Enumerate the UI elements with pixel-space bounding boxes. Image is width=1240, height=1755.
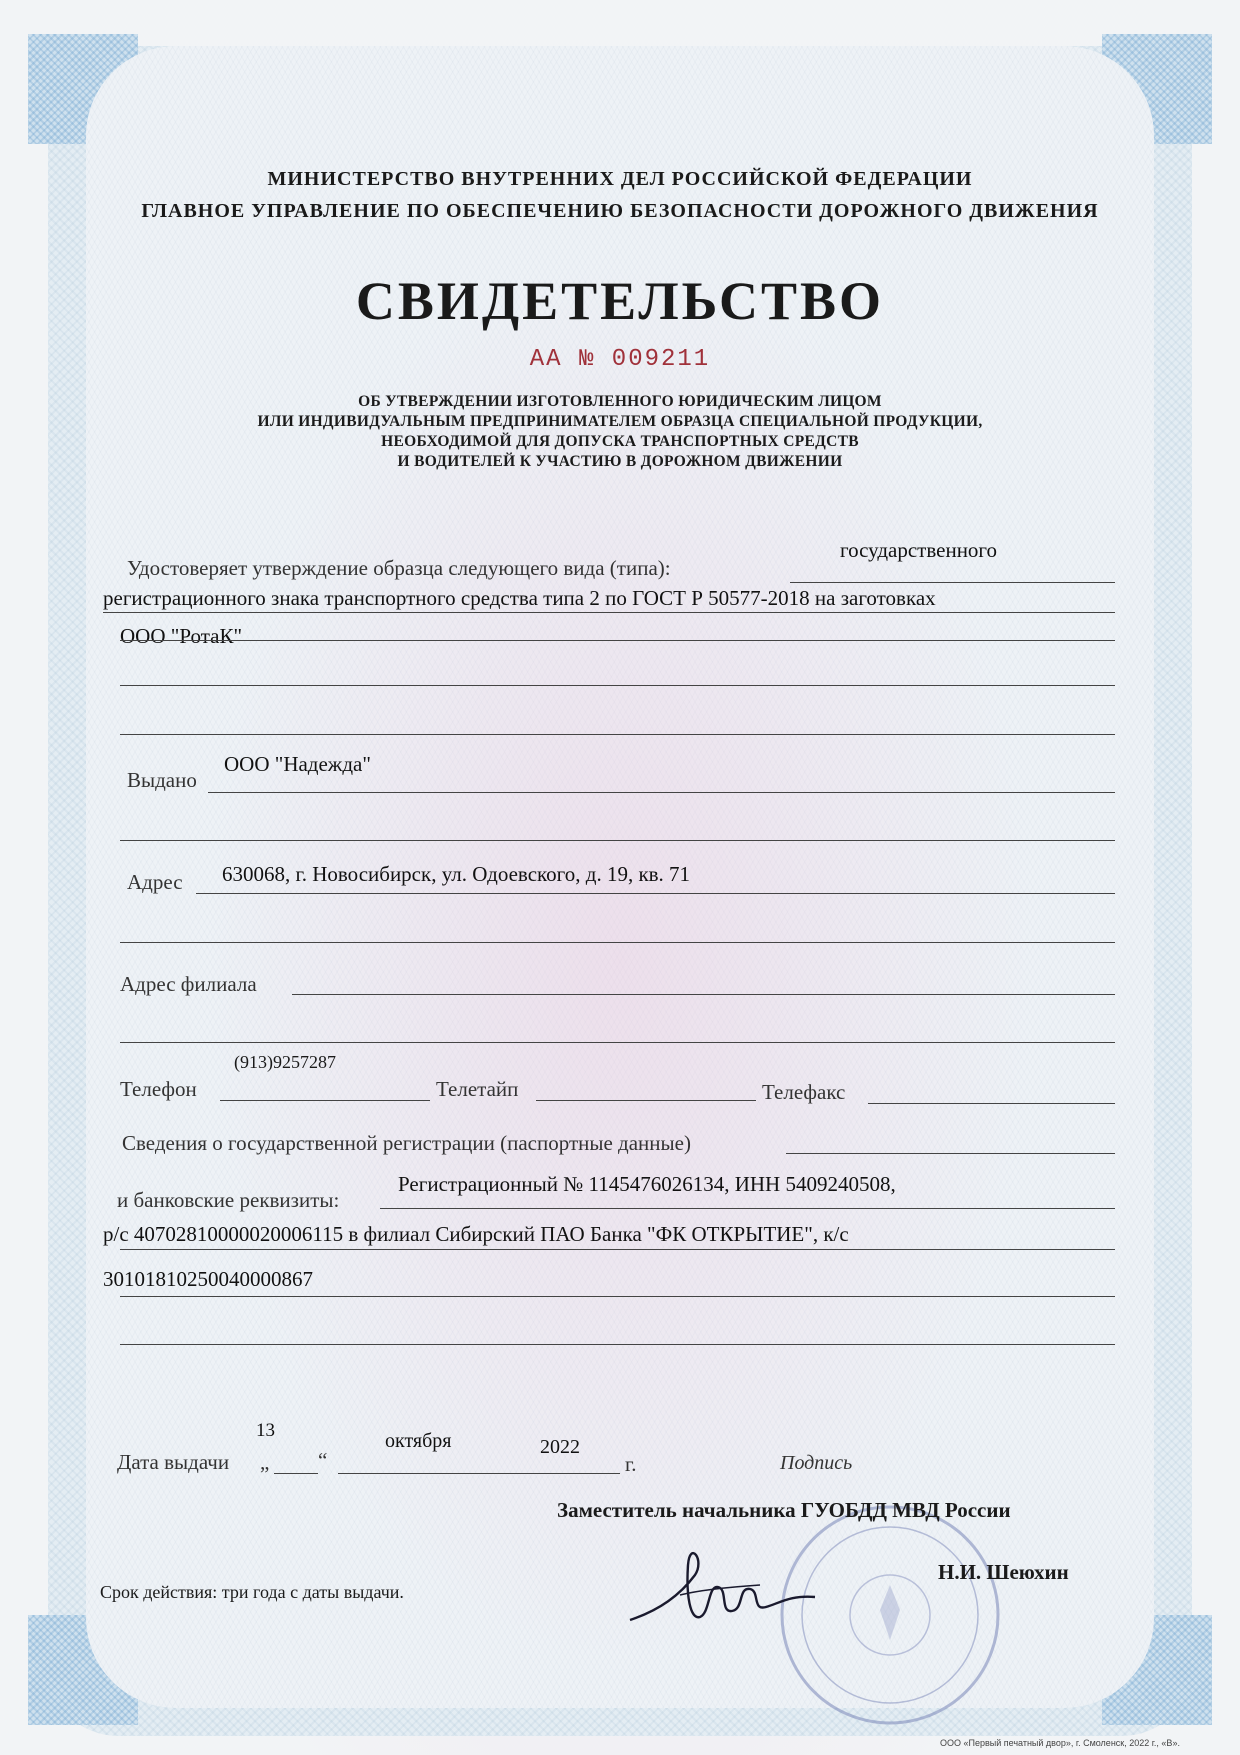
address-value: 630068, г. Новосибирск, ул. Одоевского, д. 19, кв. 71 — [222, 862, 691, 886]
fill-line — [103, 612, 1115, 613]
certifies-value: ООО "РотаК" — [120, 624, 243, 648]
bank-value: р/с 40702810000020006115 в филиал Сибирский ПАО Банка "ФК ОТКРЫТИЕ", к/с — [103, 1222, 849, 1246]
department-heading: ГЛАВНОЕ УПРАВЛЕНИЕ ПО ОБЕСПЕЧЕНИЮ БЕЗОПАСНОСТИ ДОРОЖНОГО ДВИЖЕНИЯ — [141, 200, 1099, 222]
signatory-name: Н.И. Шеюхин — [938, 1560, 1069, 1584]
issued-value: ООО "Надежда" — [224, 752, 371, 776]
phone-value: (913)9257287 — [234, 1052, 336, 1072]
fill-line — [196, 893, 1115, 894]
fill-line — [120, 840, 1115, 841]
issued-label: Выдано — [127, 768, 197, 792]
certifies-label: Удостоверяет утверждение образца следующего вида (типа): — [127, 556, 671, 580]
document-title: СВИДЕТЕЛЬСТВО — [355, 271, 885, 331]
fill-line — [380, 1208, 1115, 1209]
validity-note: Срок действия: три года с даты выдачи. — [100, 1582, 404, 1602]
issue-month: октября — [385, 1430, 452, 1452]
issue-year: 2022 — [540, 1436, 580, 1458]
fill-line — [208, 792, 1115, 793]
fill-line — [120, 685, 1115, 686]
fill-line — [120, 1296, 1115, 1297]
bank-value: Регистрационный № 1145476026134, ИНН 5409240508, — [398, 1172, 896, 1196]
fill-line — [274, 1473, 318, 1474]
phone-label: Телефон — [120, 1077, 197, 1101]
ministry-heading: МИНИСТЕРСТВО ВНУТРЕННИХ ДЕЛ РОССИЙСКОЙ ФЕДЕРАЦИИ — [267, 168, 973, 190]
date-open-quote: „ — [260, 1450, 270, 1474]
bank-label: и банковские реквизиты: — [117, 1188, 340, 1212]
fax-label: Телефакс — [762, 1080, 846, 1104]
subtitle-line: И ВОДИТЕЛЕЙ К УЧАСТИЮ В ДОРОЖНОМ ДВИЖЕНИИ — [397, 453, 843, 470]
fill-line — [790, 582, 1115, 583]
issue-day: 13 — [256, 1420, 275, 1441]
printer-note: ООО «Первый печатный двор», г. Смоленск, 2022 г., «В». — [940, 1738, 1180, 1748]
branch-address-label: Адрес филиала — [120, 972, 257, 996]
certifies-value: регистрационного знака транспортного средства типа 2 по ГОСТ Р 50577-2018 на заготовках — [103, 586, 936, 610]
fill-line — [120, 1249, 1115, 1250]
bank-value: 30101810250040000867 — [103, 1267, 313, 1291]
issue-date-label: Дата выдачи — [117, 1450, 230, 1474]
fill-line — [120, 1042, 1115, 1043]
date-close-quote: “ — [318, 1448, 328, 1472]
teletype-label: Телетайп — [436, 1077, 519, 1101]
fill-line — [120, 734, 1115, 735]
signature-mark — [620, 1525, 820, 1635]
subtitle-line: НЕОБХОДИМОЙ ДЛЯ ДОПУСКА ТРАНСПОРТНЫХ СРЕДСТВ — [381, 433, 859, 450]
fill-line — [120, 640, 1115, 641]
subtitle-line: ИЛИ ИНДИВИДУАЛЬНЫМ ПРЕДПРИНИМАТЕЛЕМ ОБРАЗЦА СПЕЦИАЛЬНОЙ ПРОДУКЦИИ, — [257, 413, 983, 430]
fill-line — [786, 1153, 1115, 1154]
address-label: Адрес — [127, 870, 183, 894]
subtitle-line: ОБ УТВЕРЖДЕНИИ ИЗГОТОВЛЕННОГО ЮРИДИЧЕСКИМ ЛИЦОМ — [358, 393, 882, 410]
fill-line — [120, 1344, 1115, 1345]
fill-line — [120, 942, 1115, 943]
fill-line — [220, 1100, 430, 1101]
fill-line — [536, 1100, 756, 1101]
registration-label: Сведения о государственной регистрации (паспортные данные) — [122, 1131, 691, 1155]
fill-line — [292, 994, 1115, 995]
year-suffix: г. — [625, 1452, 637, 1476]
serial-number: АА № 009211 — [529, 346, 711, 373]
fill-line — [868, 1103, 1115, 1104]
certifies-value: государственного — [840, 538, 998, 562]
fill-line — [338, 1473, 620, 1474]
signatory-position: Заместитель начальника ГУОБДД МВД России — [557, 1498, 1011, 1522]
signature-label: Подпись — [780, 1452, 853, 1474]
